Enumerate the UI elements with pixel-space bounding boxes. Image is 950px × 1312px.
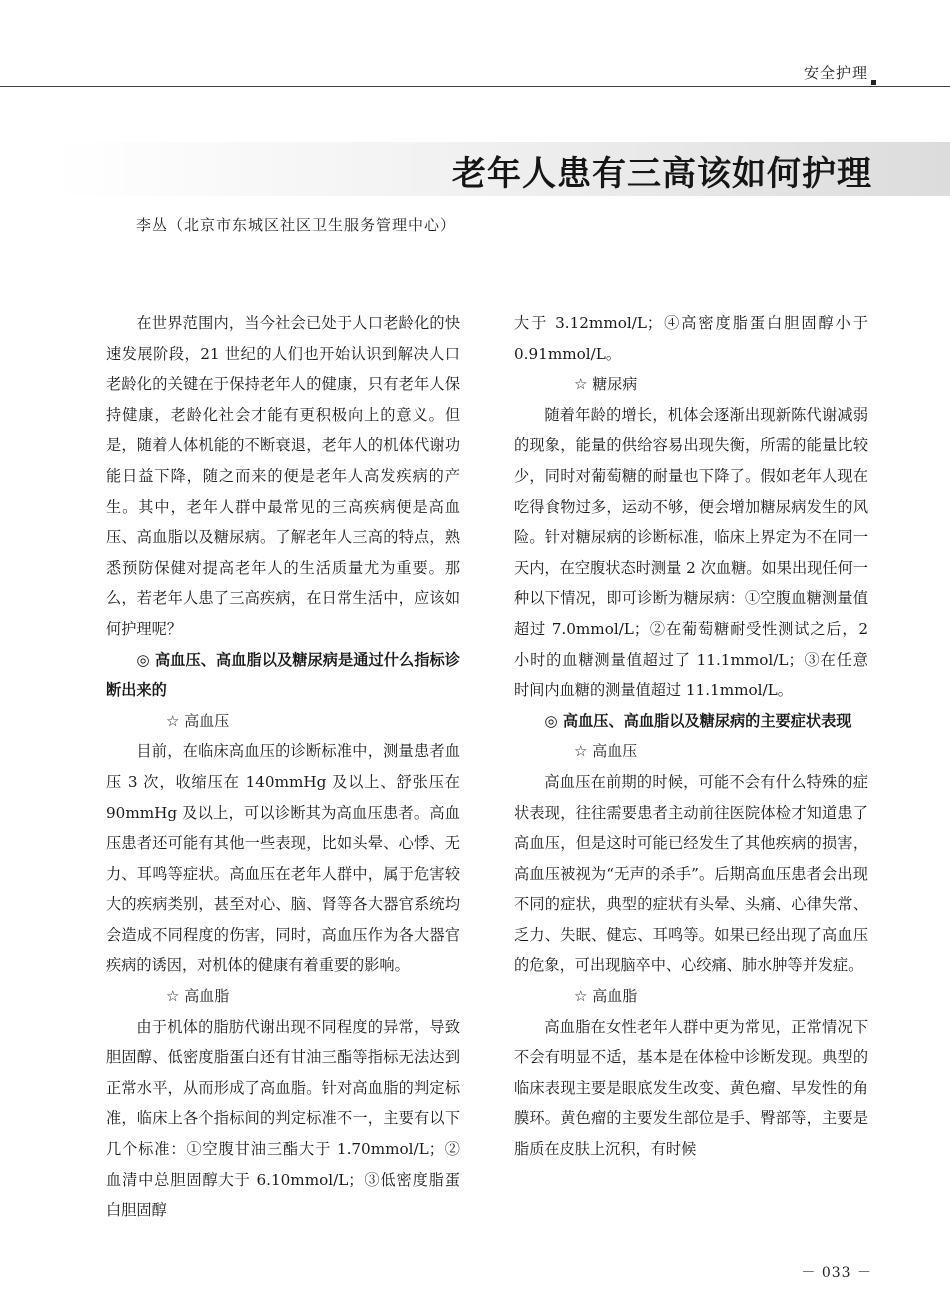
paragraph-continuation: 大于 3.12mmol/L；④高密度脂蛋白胆固醇小于 0.91mmol/L。 — [514, 314, 868, 363]
subheading-hyperlipidemia: ☆ 高血脂 — [166, 987, 230, 1006]
article-title: 老年人患有三高该如何护理 — [452, 154, 872, 194]
subheading-diabetes: ☆ 糖尿病 — [574, 375, 638, 394]
intro-paragraph: 在世界范围内，当今社会已处于人口老龄化的快速发展阶段，21 世纪的人们也开始认识到解决人口老龄化的关键在于保持老年人的健康，只有老年人保持健康，老龄化社会才能有更积极向上的意义。但是，随着人体机能的不断衰退，老年人的机体代谢功能日益下降，随之而来的便是老年人高发疾病的产生。其中，老年人群中最常见的三高疾病便是高血压、高血脂以及糖尿病。了解老年人三高的特点，熟悉预防保健对提高老年人的生活质量尤为重要。那么，若老年人患了三高疾病，在日常生活中，应该如何护理呢？ — [106, 314, 460, 638]
paragraph-hypertension-symptoms: 高血压在前期的时候，可能不会有什么特殊的症状表现，往往需要患者主动前往医院体检才知道患了高血压，但是这时可能已经发生了其他疾病的损害，高血压被视为“无声的杀手”。后期高血压患者会出现不同的症状，典型的症状有头晕、头痛、心律失常、乏力、失眠、健忘、耳鸣等。如果已经出现了高血压的危象，可出现脑卒中、心绞痛、肺水肿等并发症。 — [514, 772, 868, 975]
left-column — [106, 308, 460, 1226]
subheading-hypertension-symptoms: ☆ 高血压 — [574, 742, 638, 761]
page-number: － 033 － — [801, 1265, 872, 1281]
section-heading-symptoms: ◎ 高血压、高血脂以及糖尿病的主要症状表现 — [544, 711, 852, 730]
paragraph-hyperlipidemia-diagnosis: 由于机体的脂肪代谢出现不同程度的异常，导致胆固醇、低密度脂蛋白还有甘油三酯等指标无法达到正常水平，从而形成了高血脂。针对高血脂的判定标准，临床上各个指标间的判定标准不一，主要有以下几个标准：①空腹甘油三酯大于 1.70mmol/L；②血清中总胆固醇大于 6.10mmol/L；③低密度脂蛋白胆固醇 — [106, 1017, 460, 1220]
author-byline: 李丛（北京市东城区社区卫生服务管理中心） — [136, 216, 457, 234]
section-label: 安全护理 — [803, 64, 868, 82]
section-marker — [871, 80, 876, 85]
subheading-hypertension: ☆ 高血压 — [166, 711, 230, 730]
header-rule — [0, 86, 950, 87]
right-column — [514, 308, 868, 1165]
paragraph-diabetes-diagnosis: 随着年龄的增长，机体会逐渐出现新陈代谢减弱的现象，能量的供给容易出现失衡，所需的能量比较少，同时对葡萄糖的耐量也下降了。假如老年人现在吃得食物过多，运动不够，便会增加糖尿病发生的风险。针对糖尿病的诊断标准，临床上界定为不在同一天内，在空腹状态时测量 2 次血糖。如果出现任何一种以下情况，即可诊断为糖尿病：①空腹血糖测量值超过 7.0mmol/L；②在葡萄糖耐受性测试之后，2 小时的血糖测量值超过了 11.1mmol/L；③在任意时间内血糖的测量值超过 11.1mmol/L。 — [514, 405, 868, 700]
section-heading-diagnosis: ◎ 高血压、高血脂以及糖尿病是通过什么指标诊断出来的 — [106, 650, 460, 700]
subheading-hyperlipidemia-symptoms: ☆ 高血脂 — [574, 987, 638, 1006]
paragraph-hyperlipidemia-symptoms: 高血脂在女性老年人群中更为常见，正常情况下不会有明显不适，基本是在体检中诊断发现。典型的临床表现主要是眼底发生改变、黄色瘤、早发性的角膜环。黄色瘤的主要发生部位是手、臀部等，主要是脂质在皮肤上沉积，有时候 — [514, 1017, 868, 1159]
paragraph-hypertension-diagnosis: 目前，在临床高血压的诊断标准中，测量患者血压 3 次，收缩压在 140mmHg 及以上、舒张压在 90mmHg 及以上，可以诊断其为高血压患者。高血压患者还可能有其他一些表现，比如头晕、心悸、无力、耳鸣等症状。高血压在老年人群中，属于危害较大的疾病类别，甚至对心、脑、肾等各大器官系统均会造成不同程度的伤害，同时，高血压作为各大器官疾病的诱因，对机体的健康有着重要的影响。 — [106, 742, 460, 975]
